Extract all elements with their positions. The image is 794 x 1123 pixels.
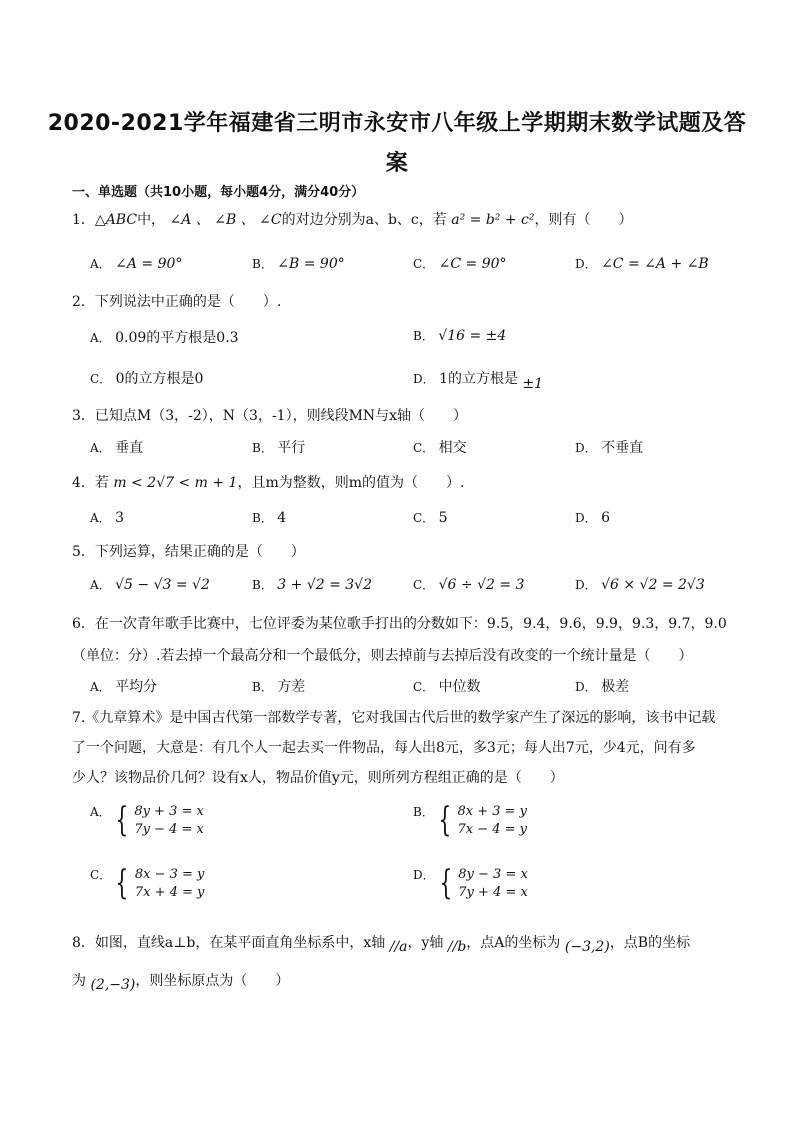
option-formula: ∠C = 90° (438, 256, 507, 272)
q5-option-d (575, 576, 705, 593)
question-6-stem-line1: 6．在一次青年歌手比赛中，七位评委为某位歌手打出的分数如下：9.5，9.4，9.6，9.9，9.3，9.7，9.0 (72, 616, 727, 632)
option-formula: √6 ÷ √2 = 3 (438, 577, 525, 593)
option-label: C． (413, 257, 435, 271)
option-label: B． (413, 805, 434, 819)
q6-option-a (90, 676, 157, 696)
question-7-stem-line2: 了一个问题，大意是：有几个人一起去买一件物品，每人出8元，多3元；每人出7元，少4元，问有多 (72, 740, 696, 756)
option-text: 1的立方根是 (439, 371, 518, 387)
q8-formula: //b (447, 939, 467, 955)
option-label: D． (413, 372, 435, 386)
option-label: C． (413, 578, 435, 592)
q1-angles-formula: ∠A 、 ∠B 、 ∠C (169, 212, 282, 228)
option-text: 不垂直 (601, 440, 644, 456)
q3-option-c (413, 437, 467, 457)
q3-option-b (252, 437, 305, 457)
q1-triangle-formula: △ABC (94, 212, 138, 228)
q7-option-c (90, 863, 205, 903)
option-label: B． (252, 257, 273, 271)
q8-text: 8．如图，直线a⊥b，在某平面直角坐标系中，x轴 (72, 935, 386, 951)
option-text: 3 (115, 510, 125, 526)
question-8-stem-line1 (72, 932, 691, 955)
q2-option-a (90, 327, 239, 347)
section-heading: 一、单选题（共10小题，每小题4分，满分40分） (72, 185, 365, 200)
q3-option-d (575, 437, 643, 457)
q7-option-b (413, 800, 528, 840)
brace-icon: { (438, 800, 452, 840)
q2-option-c (90, 368, 203, 388)
q1-option-a (90, 255, 182, 272)
option-label: D． (575, 680, 597, 694)
option-label: A． (90, 331, 111, 345)
option-label: A． (90, 257, 111, 271)
option-label: D． (575, 511, 597, 525)
page-title: 2020-2021学年福建省三明市永安市八年级上学期期末数学试题及答 (47, 111, 747, 136)
option-formula: ∠C = ∠A + ∠B (601, 256, 709, 272)
option-label: C． (90, 372, 112, 386)
q8-formula: (−3,2) (564, 939, 610, 955)
q4-formula: m < 2√7 < m + 1 (113, 475, 238, 491)
question-8-stem-line2 (72, 970, 290, 993)
option-label: C． (413, 680, 435, 694)
option-label: A． (90, 511, 111, 525)
q8-text: ，点A的坐标为 (466, 935, 561, 951)
question-3-stem: 3．已知点M（3，-2），N（3，-1），则线段MN与x轴（ ） (72, 408, 468, 424)
option-label: B． (252, 680, 273, 694)
q6-option-b (252, 676, 305, 696)
equation: 8y + 3 = x (134, 804, 204, 819)
question-4-stem (72, 472, 464, 492)
q1-condition-formula: a² = b² + c² (451, 212, 535, 228)
q8-text: 为 (72, 973, 86, 989)
option-label: D． (575, 578, 597, 592)
q1-text: 中， (137, 212, 166, 228)
option-text: 平均分 (115, 679, 158, 695)
q1-text: 的对边分别为a、b、c，若 (281, 212, 447, 228)
q1-option-d (575, 255, 709, 272)
q3-option-a (90, 437, 143, 457)
q5-option-b (252, 576, 372, 593)
option-text: 垂直 (115, 440, 144, 456)
equation: 7y + 4 = x (458, 885, 528, 900)
q8-formula: //a (389, 939, 408, 955)
q4-option-a (90, 509, 124, 526)
option-label: B． (252, 578, 273, 592)
page-title-continued: 案 (385, 151, 409, 176)
q1-text: ，则有（ ） (534, 212, 633, 228)
option-label: A． (90, 578, 111, 592)
question-2-stem: 2．下列说法中正确的是（ ）. (72, 294, 282, 310)
option-formula: ±1 (522, 376, 544, 392)
q1-option-b (252, 255, 345, 272)
question-1-number: 1． (72, 212, 95, 228)
q6-option-c (413, 676, 481, 696)
equation: 7x + 4 = y (134, 885, 205, 900)
q2-option-b (413, 327, 506, 344)
q6-option-d (575, 676, 629, 696)
option-label: A． (90, 680, 111, 694)
q8-text: ，则坐标原点为（ ） (135, 973, 290, 989)
option-label: B． (252, 441, 273, 455)
q7-option-a (90, 800, 204, 840)
q4-option-b (252, 509, 286, 526)
equation: 7y − 4 = x (134, 822, 204, 837)
option-label: A． (90, 441, 111, 455)
equation: 8y − 3 = x (458, 867, 528, 882)
q2-option-d (413, 368, 544, 392)
option-label: B． (252, 511, 273, 525)
equation: 8x + 3 = y (457, 804, 528, 819)
option-label: C． (90, 868, 112, 882)
option-text: 相交 (438, 440, 467, 456)
option-label: D． (575, 257, 597, 271)
question-6-stem-line2: （单位：分）.若去掉一个最高分和一个最低分，则去掉前与去掉后没有改变的一个统计量是（ ） (72, 648, 693, 664)
q4-text: 4．若 (72, 475, 109, 491)
option-text: 方差 (277, 679, 306, 695)
option-label: A． (90, 805, 111, 819)
option-text: 平行 (277, 440, 306, 456)
equation: 8x − 3 = y (134, 867, 205, 882)
question-1-stem (72, 209, 632, 229)
option-formula: √5 − √3 = √2 (115, 577, 210, 593)
option-formula: ∠B = 90° (277, 256, 345, 272)
question-7-stem-line3: 少人？该物品价几何？设有x人，物品价值y元，则所列方程组正确的是（ ） (72, 770, 564, 786)
option-label: C． (413, 441, 435, 455)
option-text: 4 (277, 510, 287, 526)
equation: 7x − 4 = y (457, 822, 528, 837)
q7-option-d (413, 863, 528, 903)
option-label: B． (413, 329, 434, 343)
question-7-stem-line1: 7.《九章算术》是中国古代第一部数学专著，它对我国古代后世的数学家产生了深远的影响，该书中记载 (72, 710, 716, 726)
q5-option-a (90, 576, 210, 593)
q8-formula: (2,−3) (90, 977, 136, 993)
q5-option-c (413, 576, 524, 593)
option-text: 极差 (601, 679, 630, 695)
option-text: 0.09的平方根是0.3 (115, 330, 239, 346)
option-label: C． (413, 511, 435, 525)
q1-option-c (413, 255, 507, 272)
q4-option-c (413, 509, 448, 526)
option-formula: ∠A = 90° (115, 256, 183, 272)
q8-text: ，y轴 (407, 935, 444, 951)
q4-option-d (575, 509, 610, 526)
brace-icon: { (438, 863, 452, 903)
q8-text: ，点B的坐标 (609, 935, 691, 951)
option-formula: 3 + √2 = 3√2 (277, 577, 373, 593)
option-formula: √6 × √2 = 2√3 (601, 577, 705, 593)
option-label: D． (575, 441, 597, 455)
option-text: 0的立方根是0 (115, 371, 204, 387)
option-formula: √16 = ±4 (438, 328, 507, 344)
option-label: D． (413, 868, 435, 882)
option-text: 5 (438, 510, 448, 526)
brace-icon: { (115, 800, 128, 840)
option-text: 中位数 (438, 679, 481, 695)
q4-text: ，且m为整数，则m的值为（ ）. (237, 475, 465, 491)
option-text: 6 (601, 510, 610, 526)
brace-icon: { (115, 863, 129, 903)
question-5-stem: 5．下列运算，结果正确的是（ ） (72, 544, 305, 560)
